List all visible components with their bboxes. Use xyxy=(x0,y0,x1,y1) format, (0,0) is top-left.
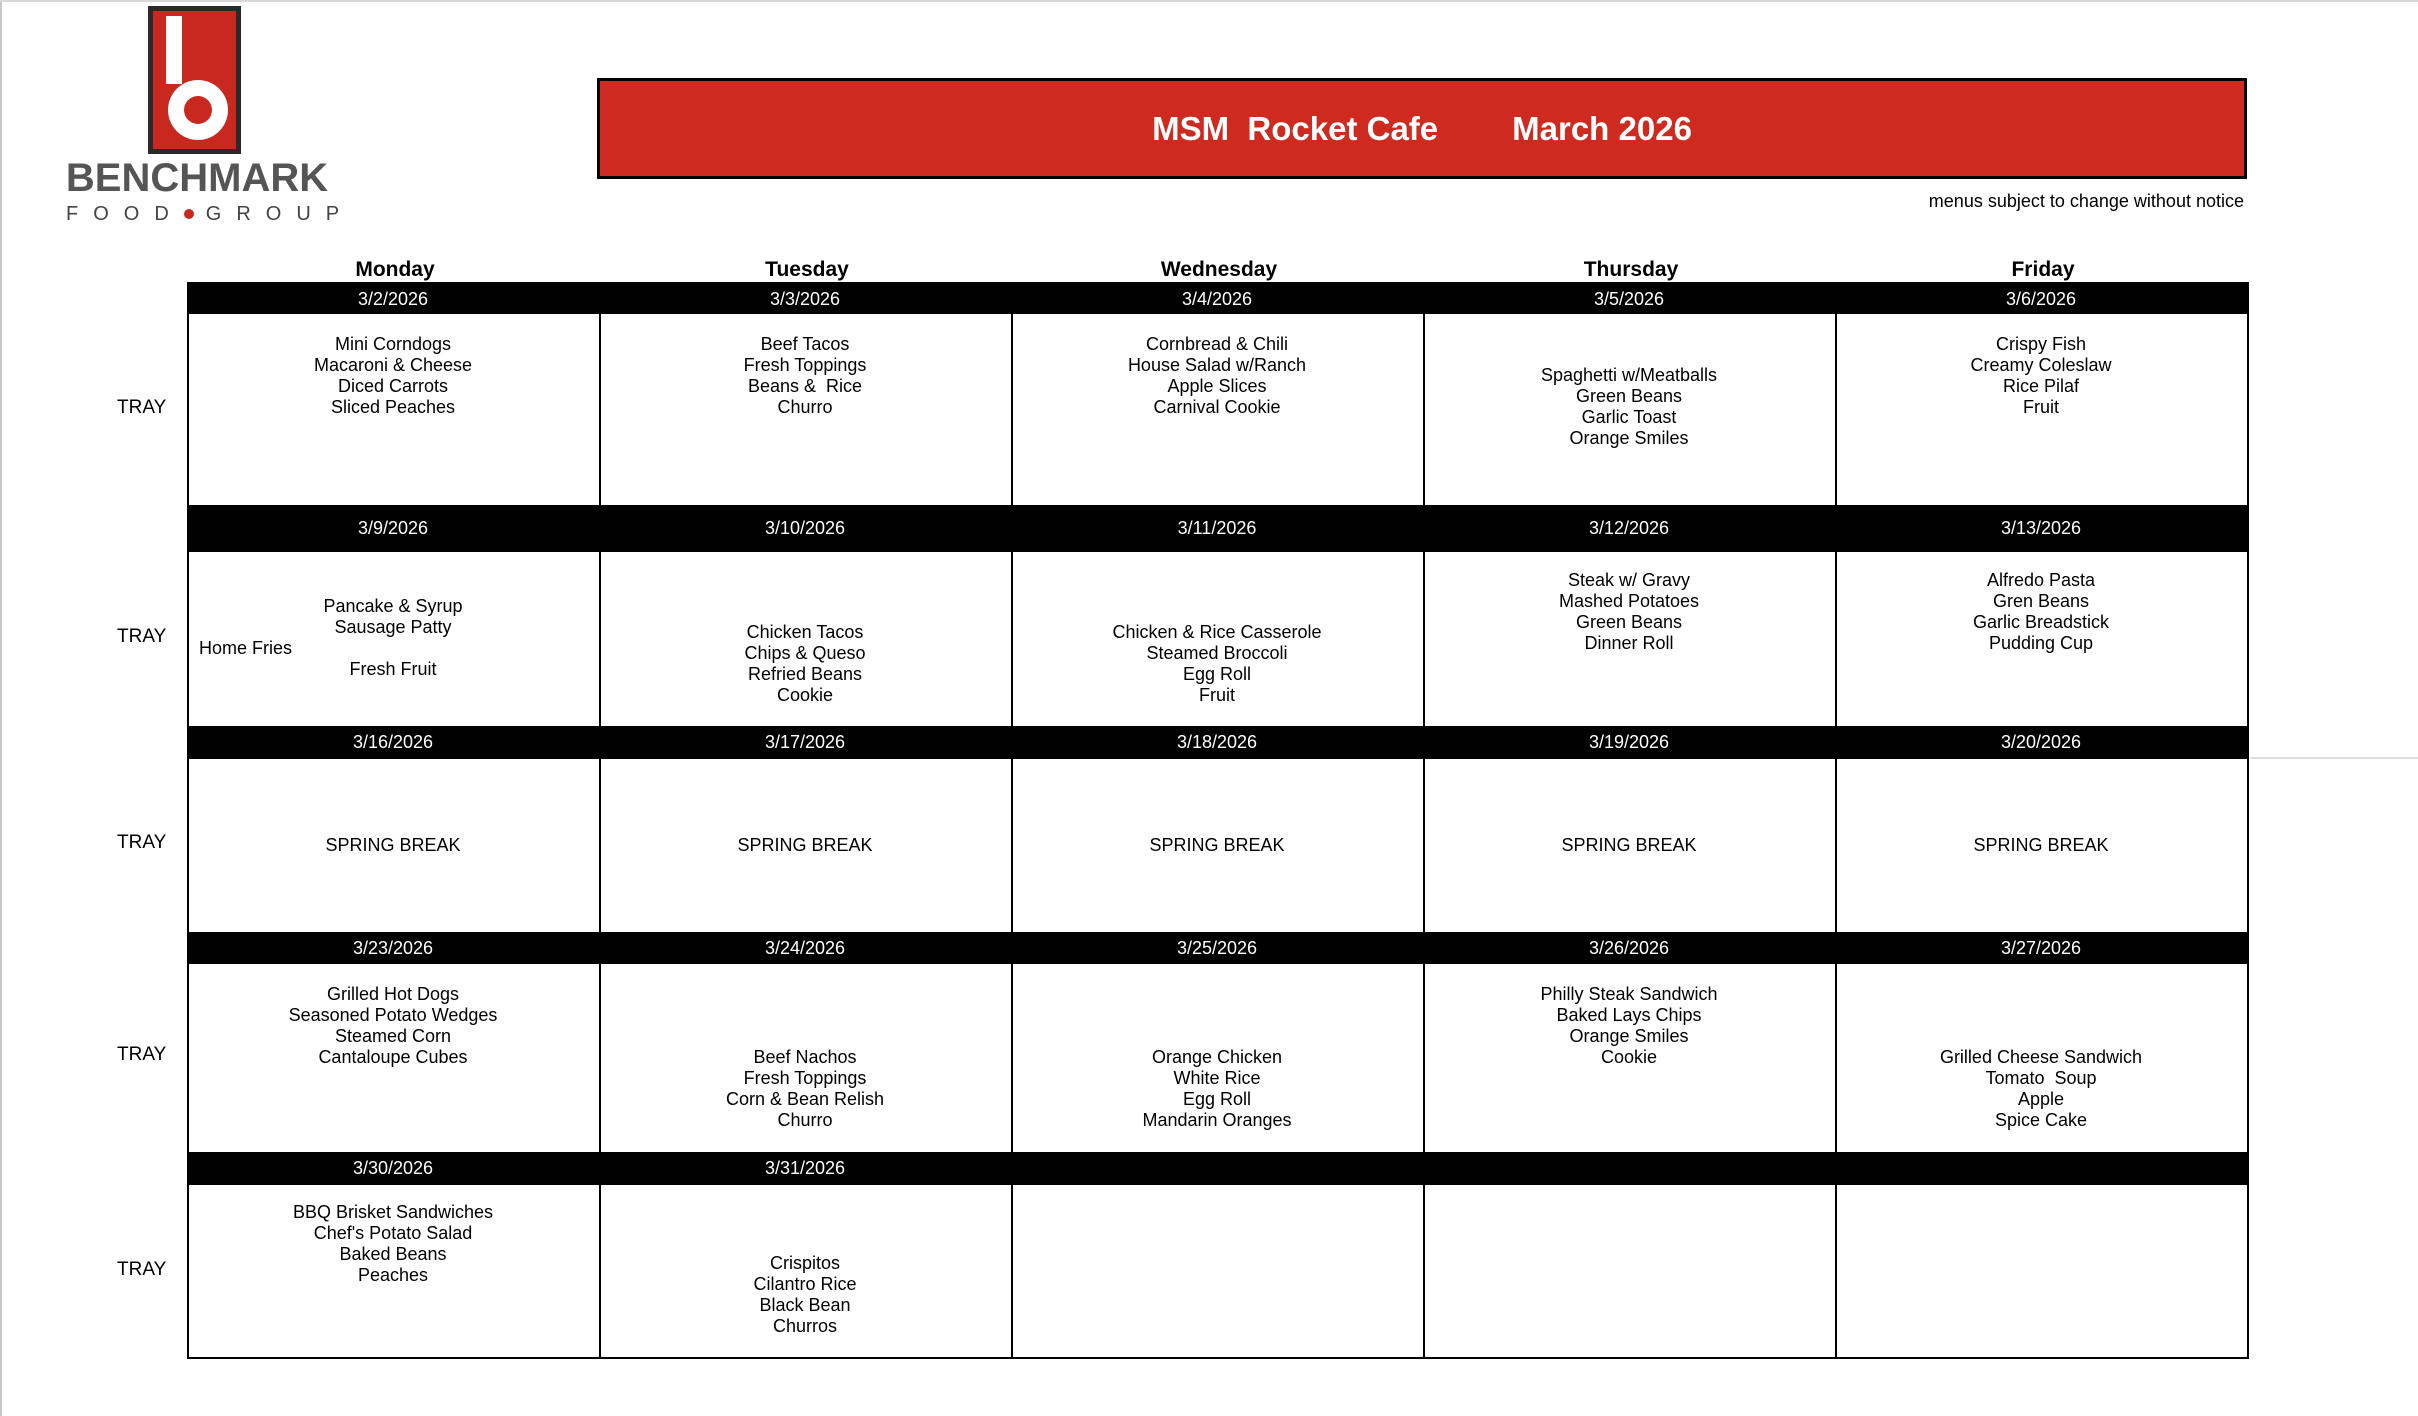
menu-cell xyxy=(189,1185,597,1359)
date-label: 3/19/2026 xyxy=(1588,732,1670,752)
menu-item: Mini Corndogs xyxy=(334,334,452,354)
menu-month: March 2026 xyxy=(1512,109,1692,147)
menu-item: Sliced Peaches xyxy=(330,397,456,417)
row-label-week-1: TRAY xyxy=(117,397,167,418)
day-header-thursday: Thursday xyxy=(1583,258,1679,281)
menu-item: Apple xyxy=(2017,1089,2065,1109)
menu-cell xyxy=(1013,759,1421,931)
menu-item: Gren Beans xyxy=(1992,591,2090,611)
date-label: 3/2/2026 xyxy=(357,289,429,309)
date-label: 3/10/2026 xyxy=(764,518,846,538)
day-header-monday: Monday xyxy=(355,258,435,281)
menu-item: Mashed Potatoes xyxy=(1558,591,1700,611)
column-divider xyxy=(1011,284,1013,1357)
menu-cell xyxy=(1837,964,2245,1152)
menu-item: Spaghetti w/Meatballs xyxy=(1540,365,1718,385)
menu-item: Fruit xyxy=(1199,685,1235,705)
date-label: 3/13/2026 xyxy=(2000,518,2082,538)
menu-item: Rice Pilaf xyxy=(2002,376,2080,396)
logo-b-mark-icon xyxy=(148,6,241,154)
menu-item: Corn & Bean Relish xyxy=(725,1089,885,1109)
date-label: 3/18/2026 xyxy=(1176,732,1258,752)
menu-item: Spice Cake xyxy=(1994,1110,2088,1130)
menu-cell xyxy=(189,552,597,726)
menu-item: Tomato Soup xyxy=(1985,1068,2097,1088)
day-header-friday: Friday xyxy=(2011,258,2075,281)
date-label: 3/6/2026 xyxy=(2005,289,2077,309)
date-label: 3/27/2026 xyxy=(2000,938,2082,958)
menu-cell xyxy=(1837,1185,2245,1359)
menu-cell xyxy=(601,314,1009,504)
date-label: 3/16/2026 xyxy=(352,732,434,752)
menu-item: Beans & Rice xyxy=(747,376,863,396)
menu-item: Philly Steak Sandwich xyxy=(1540,984,1718,1004)
page-border-top xyxy=(0,0,2418,2)
menu-cell xyxy=(1425,552,1833,726)
menu-item: Refried Beans xyxy=(747,664,863,684)
menu-cell xyxy=(601,1185,1009,1359)
logo-dot-icon xyxy=(184,209,194,219)
menu-item: Fresh Toppings xyxy=(743,355,867,375)
menu-item: Garlic Toast xyxy=(1581,407,1677,427)
menu-item: Orange Chicken xyxy=(1151,1047,1283,1067)
menu-cell xyxy=(189,314,597,504)
logo-subtitle: FOOD GROUP xyxy=(66,203,355,225)
menu-item: Egg Roll xyxy=(1182,1089,1252,1109)
date-label: 3/17/2026 xyxy=(764,732,846,752)
menu-item: BBQ Brisket Sandwiches xyxy=(292,1202,494,1222)
row-label-week-4: TRAY xyxy=(117,1044,167,1065)
menu-item: House Salad w/Ranch xyxy=(1127,355,1307,375)
date-label: 3/26/2026 xyxy=(1588,938,1670,958)
menu-cell xyxy=(1425,759,1833,931)
menu-cell xyxy=(601,759,1009,931)
menu-item: Cookie xyxy=(776,685,834,705)
menu-item: Fruit xyxy=(2023,397,2059,417)
menu-cell xyxy=(1425,964,1833,1152)
menu-item: Black Bean xyxy=(759,1295,851,1315)
menu-cell xyxy=(1013,1185,1421,1359)
date-label: 3/4/2026 xyxy=(1181,289,1253,309)
menu-cell xyxy=(1425,314,1833,504)
date-label: 3/3/2026 xyxy=(769,289,841,309)
menu-item: Macaroni & Cheese xyxy=(313,355,473,375)
date-label: 3/12/2026 xyxy=(1588,518,1670,538)
menu-item: Creamy Coleslaw xyxy=(1970,355,2112,375)
menu-item: Steamed Broccoli xyxy=(1146,643,1288,663)
menu-item: Fresh Fruit xyxy=(349,659,437,679)
menu-item: Cornbread & Chili xyxy=(1145,334,1289,354)
menu-item: Churro xyxy=(777,397,833,417)
menu-item: Cookie xyxy=(1600,1047,1658,1067)
menu-cell xyxy=(601,552,1009,726)
menu-cell xyxy=(1425,1185,1833,1359)
menu-cell xyxy=(1013,314,1421,504)
date-label: 3/23/2026 xyxy=(352,938,434,958)
menu-item: Cilantro Rice xyxy=(753,1274,857,1294)
menu-cell xyxy=(1837,552,2245,726)
date-label: 3/20/2026 xyxy=(2000,732,2082,752)
date-label: 3/25/2026 xyxy=(1176,938,1258,958)
menu-item: Dinner Roll xyxy=(1584,633,1674,653)
menu-item: Sausage Patty xyxy=(334,617,452,637)
menu-item: Apple Slices xyxy=(1167,376,1267,396)
menu-item: SPRING BREAK xyxy=(325,834,461,855)
menu-cell xyxy=(189,759,597,931)
menu-item: Chef's Potato Salad xyxy=(313,1223,473,1243)
day-header-tuesday: Tuesday xyxy=(765,258,849,281)
title-banner xyxy=(597,78,2247,179)
date-label: 3/11/2026 xyxy=(1177,518,1257,538)
menu-cell xyxy=(1837,759,2245,931)
date-label: 3/9/2026 xyxy=(357,518,429,538)
menu-item: Grilled Cheese Sandwich xyxy=(1939,1047,2143,1067)
menu-item: Churro xyxy=(777,1110,833,1130)
menu-item: Baked Beans xyxy=(339,1244,447,1264)
menu-item: SPRING BREAK xyxy=(737,834,873,855)
menu-item: Peaches xyxy=(357,1265,429,1285)
row-label-week-2: TRAY xyxy=(117,626,167,647)
date-label: 3/24/2026 xyxy=(764,938,846,958)
menu-item: Baked Lays Chips xyxy=(1556,1005,1702,1025)
menu-item: Chicken Tacos xyxy=(746,622,864,642)
date-label: 3/31/2026 xyxy=(764,1158,846,1178)
menu-item: Steak w/ Gravy xyxy=(1567,570,1691,590)
menu-item: Fresh Toppings xyxy=(743,1068,867,1088)
menu-item: Cantaloupe Cubes xyxy=(318,1047,468,1067)
page-border-left xyxy=(0,0,2,1416)
menu-item: White Rice xyxy=(1173,1068,1261,1088)
date-label: 3/5/2026 xyxy=(1593,289,1665,309)
menu-item: SPRING BREAK xyxy=(1561,834,1697,855)
menu-item: Chicken & Rice Casserole xyxy=(1112,622,1322,642)
menu-item: Diced Carrots xyxy=(337,376,449,396)
menu-item: Crispy Fish xyxy=(1995,334,2086,354)
menu-cell xyxy=(601,964,1009,1152)
menu-item: Garlic Breadstick xyxy=(1972,612,2110,632)
menu-item: Alfredo Pasta xyxy=(1986,570,2096,590)
menu-item: Grilled Hot Dogs xyxy=(326,984,460,1004)
menu-item: Pudding Cup xyxy=(1988,633,2094,653)
menu-item: Chips & Queso xyxy=(744,643,866,663)
menu-item: Home Fries xyxy=(199,638,293,658)
row-label-week-3: TRAY xyxy=(117,832,167,853)
menu-item: Mandarin Oranges xyxy=(1142,1110,1292,1130)
menu-item: Churros xyxy=(772,1316,838,1336)
menu-item: Beef Tacos xyxy=(760,334,850,354)
menu-item: Crispitos xyxy=(769,1253,840,1273)
menu-item: Steamed Corn xyxy=(334,1026,452,1046)
menu-item: Carnival Cookie xyxy=(1153,397,1281,417)
menu-item: Orange Smiles xyxy=(1569,428,1689,448)
row-label-week-5: TRAY xyxy=(117,1259,167,1280)
menu-cell xyxy=(1837,314,2245,504)
menu-item: Beef Nachos xyxy=(753,1047,857,1067)
cafe-name: MSM Rocket Cafe xyxy=(1152,109,1439,147)
divider-line xyxy=(2250,757,2418,759)
menu-item: SPRING BREAK xyxy=(1973,834,2109,855)
menu-item: Green Beans xyxy=(1575,612,1683,632)
menu-item: Seasoned Potato Wedges xyxy=(288,1005,498,1025)
logo-wordmark: BENCHMARK xyxy=(65,156,329,200)
menu-item: Green Beans xyxy=(1575,386,1683,406)
date-label: 3/30/2026 xyxy=(352,1158,434,1178)
menu-calendar-grid xyxy=(187,282,2249,1359)
menu-item: Pancake & Syrup xyxy=(323,596,463,616)
day-header-wednesday: Wednesday xyxy=(1160,258,1278,281)
menu-item: Egg Roll xyxy=(1182,664,1252,684)
column-divider xyxy=(599,284,601,1357)
column-divider xyxy=(1423,284,1425,1357)
menu-cell xyxy=(189,964,597,1152)
menu-cell xyxy=(1013,964,1421,1152)
benchmark-logo xyxy=(62,6,355,225)
menu-cell xyxy=(1013,552,1421,726)
column-divider xyxy=(1835,284,1837,1357)
change-notice: menus subject to change without notice xyxy=(1928,191,2244,211)
menu-item: SPRING BREAK xyxy=(1149,834,1285,855)
menu-item: Orange Smiles xyxy=(1569,1026,1689,1046)
